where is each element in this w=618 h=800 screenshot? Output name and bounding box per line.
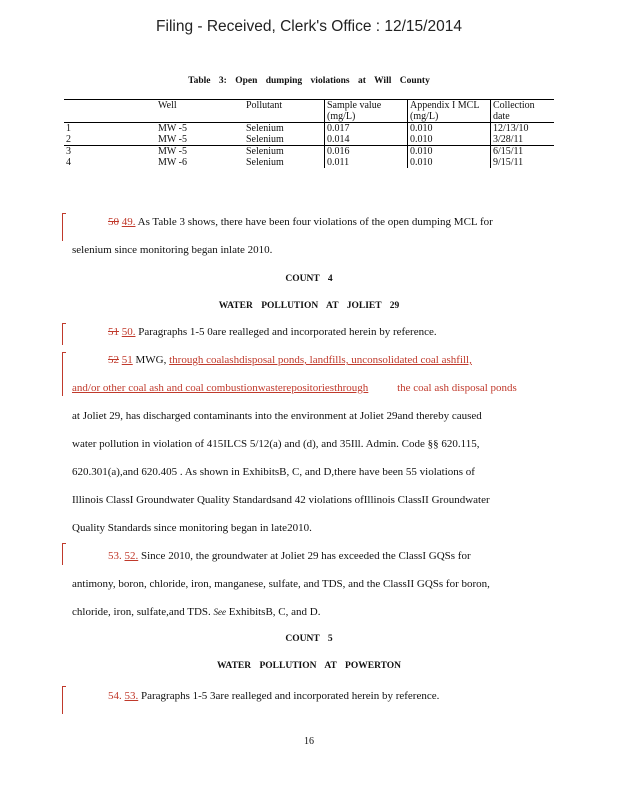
col-header-pollutant: Pollutant <box>244 100 325 123</box>
paragraph-text: MWG, <box>135 354 167 366</box>
cell-index: 3 <box>66 146 71 157</box>
paragraph-text: chloride, iron, sulfate,and TDS. <box>72 606 211 618</box>
deleted-number: 53. <box>108 550 122 562</box>
count-4-subheading: WATER POLLUTION AT JOLIET 29 <box>218 301 400 311</box>
cell-sample: 0.016 <box>325 146 408 158</box>
paragraph-text: As Table 3 shows, there have been four violations of the open dumping MCL for <box>137 216 493 228</box>
col-header-mcl: Appendix I MCL (mg/L) <box>408 100 491 123</box>
cell-sample: 0.014 <box>325 134 408 146</box>
filing-header: Filing - Received, Clerk's Office : 12/15/2014 <box>156 18 462 35</box>
table-title: Table 3: Open dumping violations at Will County <box>188 76 430 86</box>
inserted-number: 49. <box>121 216 136 228</box>
see-signal: See <box>213 607 227 617</box>
revision-bar <box>62 686 63 714</box>
paragraph-text: Illinois ClassI Groundwater Quality Standardsand 42 violations ofIllinois ClassII Groundwater <box>72 494 490 506</box>
paragraph-51 <box>72 346 532 542</box>
inserted-number: 50. <box>121 326 136 338</box>
paragraph-text: 620.301(a),and 620.405 . As shown in ExhibitsB, C, and D,there have been 55 violations of <box>72 466 475 478</box>
table-row <box>64 146 554 158</box>
paragraph-53 <box>72 682 532 710</box>
violations-table <box>64 99 554 168</box>
count-4-heading: COUNT 4 <box>285 274 333 284</box>
paragraph-text: antimony, boron, chloride, iron, manganese, sulfate, and TDS, and the ClassII GQSs for boron, <box>72 578 490 590</box>
deleted-number: 50 <box>108 216 119 228</box>
inserted-number: 52. <box>124 550 139 562</box>
cell-mcl: 0.010 <box>408 157 491 168</box>
inserted-number: 53. <box>124 690 139 702</box>
cell-date: 3/28/11 <box>491 134 555 146</box>
revised-text: the coal ash disposal ponds <box>397 382 517 394</box>
cell-mcl: 0.010 <box>408 134 491 146</box>
cell-pollutant: Selenium <box>246 123 284 134</box>
paragraph-text: Paragraphs 1-5 3are realleged and incorporated herein by reference. <box>141 690 440 702</box>
paragraph-50 <box>72 318 532 346</box>
col-header-date: Collection date <box>491 100 555 123</box>
paragraph-text: Since 2010, the groundwater at Joliet 29 has exceeded the ClassI GQSs for <box>141 550 471 562</box>
cell-pollutant: Selenium <box>244 134 325 146</box>
deleted-number: 54. <box>108 690 122 702</box>
cell-pollutant: Selenium <box>246 157 284 168</box>
paragraph-text: at Joliet 29, has discharged contaminants into the environment at Joliet 29and thereby caused <box>72 410 482 422</box>
revision-bar <box>62 323 63 345</box>
page-number: 16 <box>304 736 314 747</box>
revision-bar <box>62 352 63 396</box>
cell-pollutant: Selenium <box>246 146 284 157</box>
cell-well: MW -5 <box>158 123 187 134</box>
count-5-subheading: WATER POLLUTION AT POWERTON <box>216 661 402 671</box>
paragraph-text: Paragraphs 1-5 0are realleged and incorporated herein by reference. <box>138 326 437 338</box>
table-row <box>64 134 554 146</box>
paragraph-text: selenium since monitoring began inlate 2010. <box>72 244 273 256</box>
inserted-text: and/or other coal ash and coal combustionwasterepositoriesthrough <box>72 382 369 394</box>
cell-sample: 0.017 <box>325 123 408 135</box>
cell-well: MW -5 <box>144 134 244 146</box>
count-5-heading: COUNT 5 <box>285 634 333 644</box>
paragraph-52 <box>72 542 532 626</box>
cell-sample: 0.011 <box>325 157 408 168</box>
paragraph-text: water pollution in violation of 415ILCS 5/12(a) and (d), and 35Ill. Admin. Code §§ 620.115, <box>72 438 480 450</box>
cell-well: MW -6 <box>158 157 187 168</box>
paragraph-49 <box>72 208 532 264</box>
revision-bar <box>62 543 63 565</box>
col-header-well: Well <box>144 100 244 123</box>
cell-date: 12/13/10 <box>491 123 555 135</box>
cell-date: 6/15/11 <box>491 146 555 158</box>
cell-index: 2 <box>64 134 144 146</box>
table-row <box>64 123 554 135</box>
table-row <box>64 157 554 168</box>
cell-index: 1 <box>66 123 71 134</box>
col-header-index <box>64 100 144 123</box>
table-header-row <box>64 100 554 123</box>
paragraph-text: ExhibitsB, C, and D. <box>228 606 321 618</box>
col-header-sample-value: Sample value (mg/L) <box>325 100 408 123</box>
cell-index: 4 <box>66 157 71 168</box>
deleted-number: 52 <box>108 354 119 366</box>
cell-mcl: 0.010 <box>408 146 491 158</box>
cell-well: MW -5 <box>158 146 187 157</box>
revision-bar <box>62 213 63 241</box>
cell-mcl: 0.010 <box>408 123 491 135</box>
inserted-number: 51 <box>121 354 133 366</box>
deleted-number: 51 <box>108 326 119 338</box>
paragraph-text: Quality Standards since monitoring began in late2010. <box>72 522 312 534</box>
cell-date: 9/15/11 <box>491 157 555 168</box>
inserted-text: through coalashdisposal ponds, landfills, unconsolidated coal ashfill, <box>169 354 472 366</box>
